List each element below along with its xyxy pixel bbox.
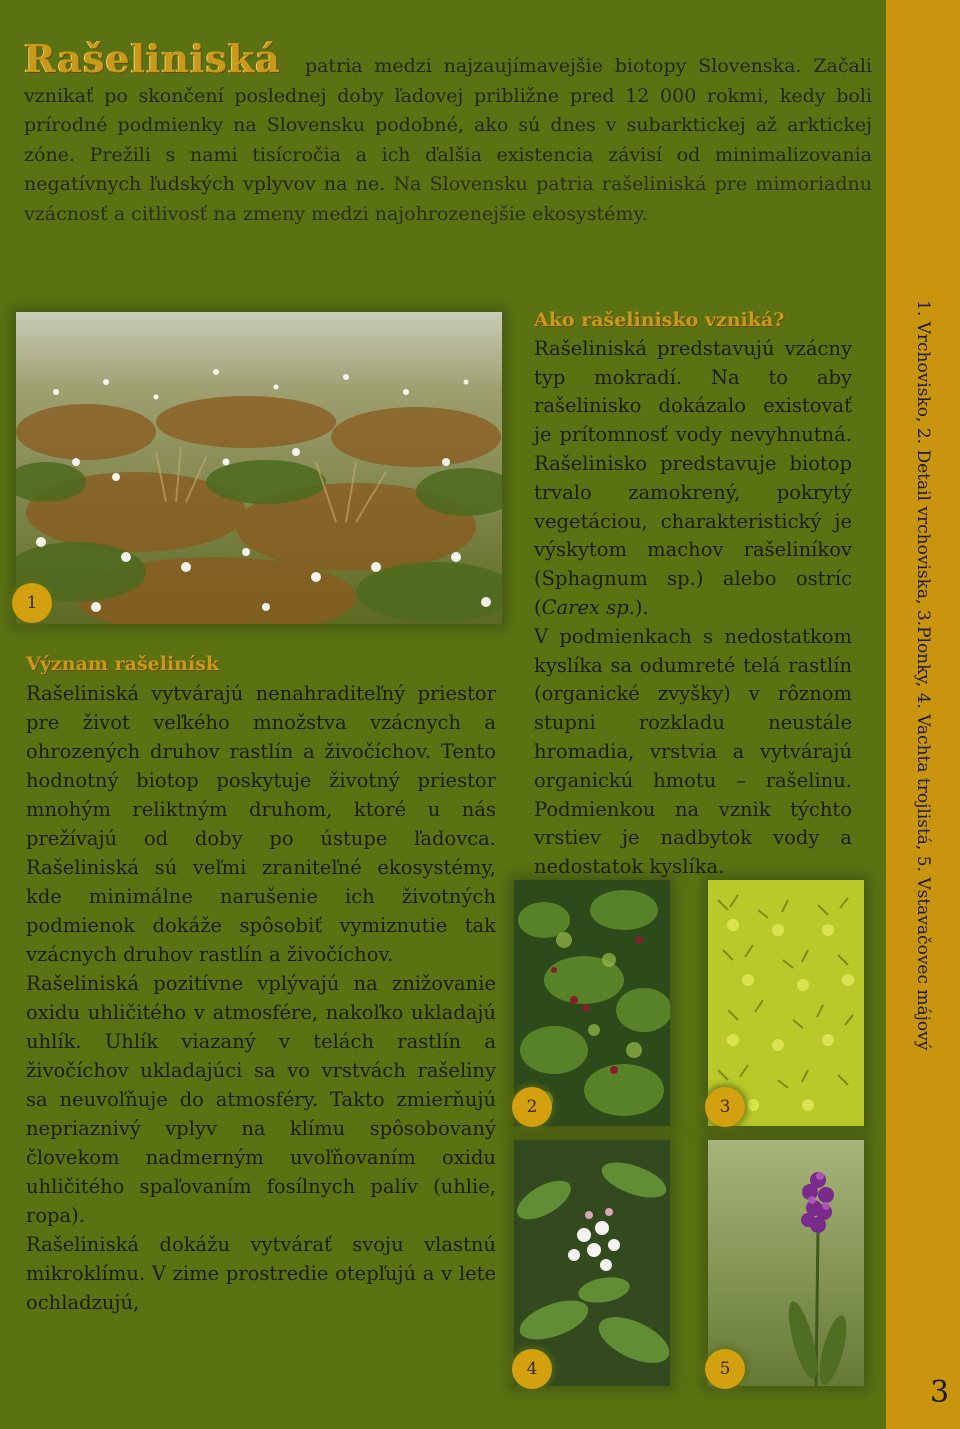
importance-paragraph-2: Rašeliniská pozitívne vplývajú na znižovanie oxidu uhličitého v atmosfére, nakoľko ukladajú uhlík. Uhlík viazaný v telách rastlín a živočíchov ukladajúci sa vo vrstvách rašeliny sa neuvoľňuje do atmosféry. Takto zmierňujú nepriaznivý vplyv na klímu spôsobovaný človekom nadmerným uvoľňovaním oxidu uhličitého spaľovaním fosílnych palív (uhlie, ropa). [26, 972, 496, 1227]
formation-species-name: Carex sp. [541, 595, 635, 619]
intro-paragraph [24, 36, 873, 229]
section-heading-formation: Ako rašelinisko vzniká? [534, 309, 785, 331]
photo-bog-landscape [16, 312, 502, 624]
photo-number-badge: 5 [705, 1349, 745, 1389]
photo-number-badge: 1 [12, 583, 52, 623]
photo-number-badge: 4 [512, 1349, 552, 1389]
intro-text: patria medzi najzaujímavejšie biotopy Slovenska. Začali vznikať po skončení poslednej doby ľadovej približne pred 12 000 rokmi, kedy boli prírodné podmienky na Slovensku podobné, ako sú dnes v subarktickej až arktickej zóne. Prežili s nami tisícročia a ich ďalšia existencia závisí od minimalizovania negatívnych ľudských vplyvov na ne. [24, 55, 872, 195]
page-title: Rašeliniská [24, 36, 281, 81]
section-formation [534, 306, 852, 882]
photo-number-badge: 2 [512, 1087, 552, 1127]
formation-paragraph-2: V podmienkach s nedostatkom kyslíka sa odumreté telá rastlín (organické zvyšky) v rôznom stupni rozkladu neustále hromadia, vrstvia a vytvárajú organickú hmotu – rašelinu. Podmienkou na vznik týchto vrstiev je nadbytok vody a nedostatok kyslíka. [534, 624, 852, 879]
formation-text: Rašeliniská predstavujú vzácny typ mokradí. Na to aby rašelinisko dokázalo existovať je prítomnosť vody nevyhnutná. Rašelinisko predstavuje biotop trvalo zamokrený, pokrytý vegetáciou, charakteristický je výskytom machov rašeliníkov (Sphagnum sp.) alebo ostríc ( [534, 336, 852, 619]
importance-paragraph-1: Rašeliniská vytvárajú nenahraditeľný priestor pre život veľkého množstva vzácnych a ohrozených druhov rastlín a živočíchov. Tento hodnotný biotop poskytuje životný priestor mnohým reliktným druhom, ktoré u nás prežívajú od doby po ústupe ľadovca. Rašeliniská sú veľmi zraniteľné ekosystémy, kde minimálne narušenie ich životných podmienok dokáže spôsobiť vymiznutie tak vzácnych druhov rastlín a živočíchov. [26, 682, 496, 966]
bog-landscape-image [16, 312, 502, 624]
photo-captions: 1. Vrchovisko, 2. Detail vrchoviska, 3.Plonky, 4. Vachta trojlistá, 5. Vstavačovec májový [913, 300, 933, 1051]
formation-paragraph-1 [534, 335, 852, 623]
section-heading-importance: Význam rašelinísk [26, 653, 220, 675]
importance-paragraph-3: Rašeliniská dokážu vytvárať svoju vlastnú mikroklímu. V zime prostredie otepľujú a v lete ochladzujú, [26, 1233, 496, 1314]
section-importance [26, 650, 496, 1317]
photo-number-badge: 3 [705, 1087, 745, 1127]
page-number: 3 [930, 1375, 950, 1410]
formation-text-end: ). [634, 595, 649, 619]
intro-text-last: Na Slovensku patria rašeliniská pre mimoriadnu vzácnosť a citlivosť na zmeny medzi najohrozenejšie ekosystémy. [24, 173, 873, 225]
